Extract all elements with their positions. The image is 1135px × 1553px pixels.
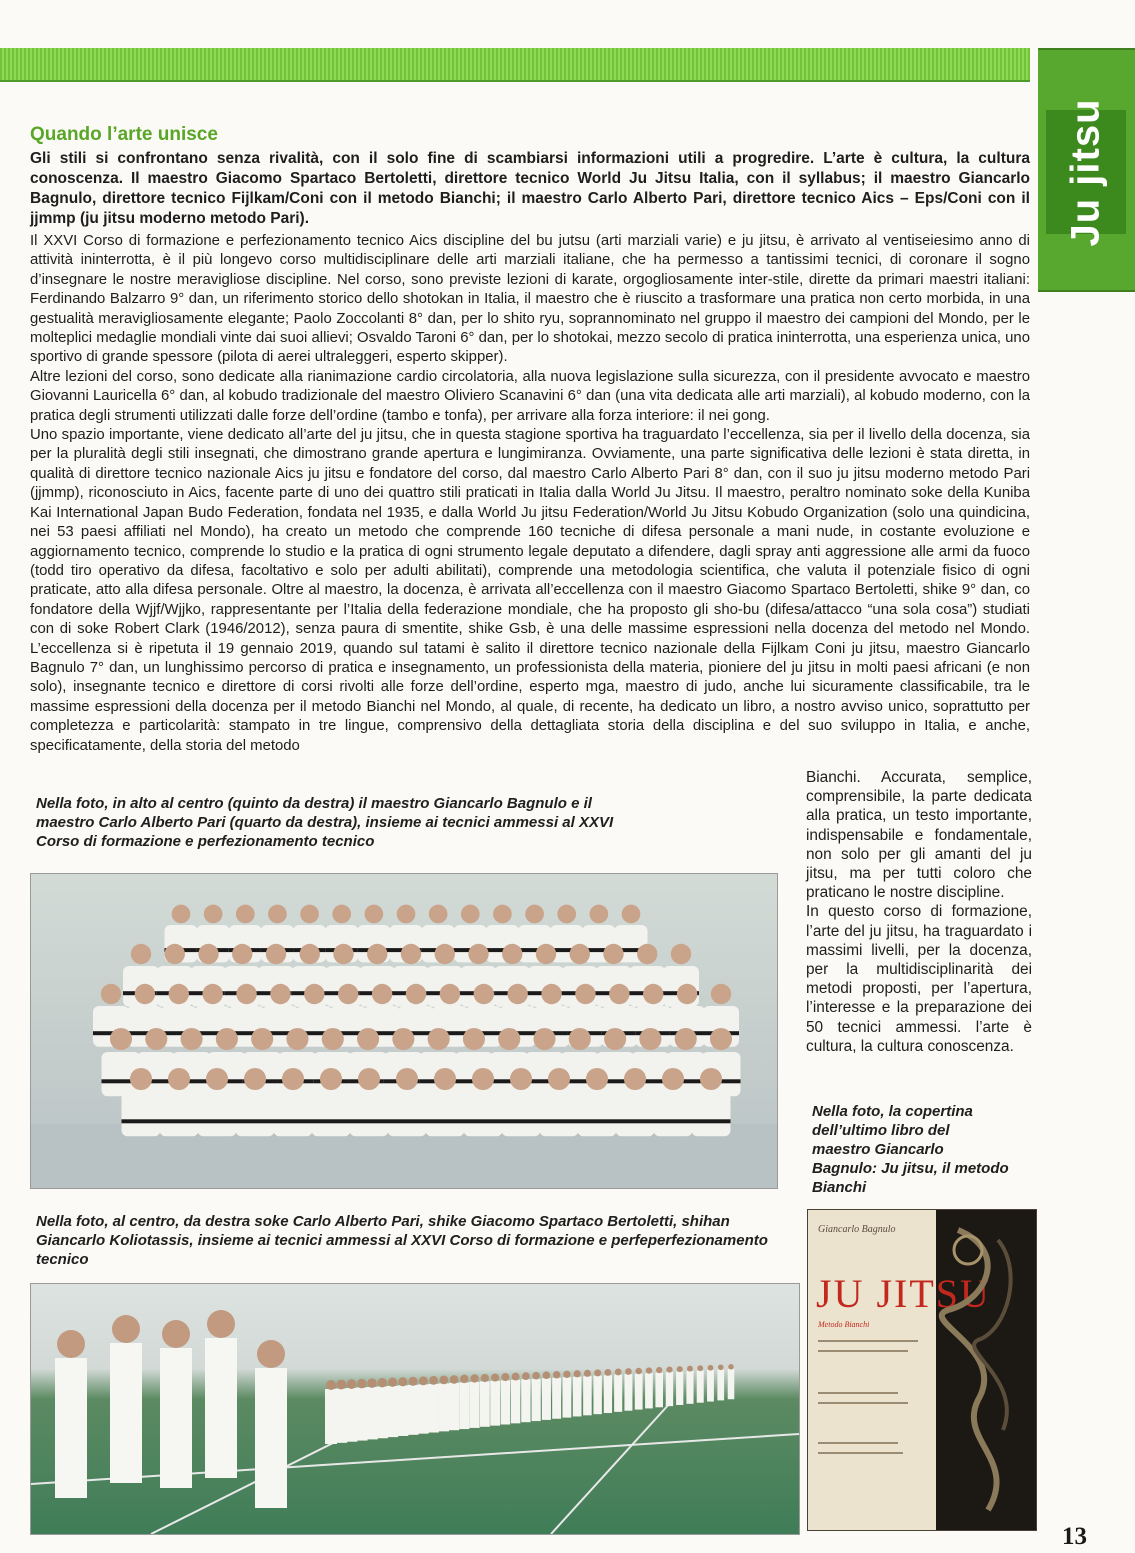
person-head — [510, 1068, 532, 1090]
person-head — [236, 984, 256, 1004]
person-body — [236, 1092, 275, 1136]
person-belt — [464, 1119, 503, 1123]
person-head — [671, 944, 691, 964]
header-green-band — [0, 48, 1030, 82]
person-head — [635, 1368, 642, 1375]
group-photo-people — [93, 905, 741, 1137]
gym-photo-people — [55, 1310, 734, 1508]
person-belt — [388, 1119, 427, 1123]
person-body — [717, 1370, 724, 1401]
person-head — [336, 1380, 346, 1390]
person-body — [325, 1389, 337, 1444]
person-belt — [122, 1119, 161, 1123]
person-head — [207, 1310, 235, 1338]
person-body — [160, 1092, 199, 1136]
section-tab-label: Ju jitsu — [1063, 97, 1108, 247]
book-title: JU JITSU — [816, 1271, 991, 1316]
person-head — [135, 984, 155, 1004]
person-head — [204, 905, 223, 924]
person-head — [440, 984, 460, 1004]
article-body — [30, 232, 1030, 787]
person-head — [622, 905, 641, 924]
person-body — [449, 1383, 459, 1430]
person-head — [244, 1068, 266, 1090]
person-body — [635, 1374, 643, 1410]
person-head — [112, 1315, 140, 1343]
person-head — [481, 1374, 489, 1382]
person-head — [472, 1068, 494, 1090]
person-head — [637, 944, 657, 964]
person-body — [511, 1380, 521, 1424]
person-body — [614, 1375, 622, 1412]
person-body — [480, 1381, 490, 1426]
person-head — [367, 1378, 377, 1388]
person-head — [409, 1377, 418, 1386]
person-head — [392, 1028, 414, 1050]
person-head — [202, 984, 222, 1004]
person-head — [198, 944, 218, 964]
person-body — [676, 1372, 683, 1405]
person-head — [357, 1379, 367, 1389]
person-head — [512, 1373, 520, 1381]
person-head — [270, 984, 290, 1004]
person-body — [562, 1377, 571, 1417]
person-head — [347, 1379, 357, 1389]
person-head — [419, 1376, 428, 1385]
person-head — [728, 1364, 734, 1370]
person-head — [557, 905, 576, 924]
person-head — [101, 984, 121, 1004]
person-body — [408, 1385, 419, 1435]
section-tab-inner — [1046, 97, 1126, 247]
book-subtitle: Metodo Bianchi — [818, 1320, 870, 1329]
person-body — [540, 1092, 579, 1136]
person-head — [532, 1372, 540, 1380]
person-head — [569, 1028, 591, 1050]
person-head — [700, 1068, 722, 1090]
person-body — [439, 1383, 449, 1431]
book-dragon-illustration — [808, 1210, 1036, 1530]
person-head — [710, 1028, 732, 1050]
person-body — [160, 1348, 192, 1488]
person-belt — [274, 1119, 313, 1123]
person-head — [548, 1068, 570, 1090]
person-belt — [616, 1119, 655, 1123]
person-head — [172, 905, 191, 924]
person-head — [406, 984, 426, 1004]
person-belt — [236, 1119, 275, 1123]
person-head — [268, 905, 287, 924]
person-head — [304, 984, 324, 1004]
person-head — [677, 984, 697, 1004]
person-head — [435, 944, 455, 964]
person-head — [365, 905, 384, 924]
book-cover — [807, 1209, 1037, 1531]
person-head — [468, 944, 488, 964]
gym-photo-illustration — [31, 1284, 799, 1534]
person-body — [346, 1388, 358, 1442]
person-head — [624, 1068, 646, 1090]
person-head — [543, 1371, 551, 1379]
person-belt — [654, 1119, 693, 1123]
person-head — [603, 944, 623, 964]
person-head — [429, 1376, 438, 1385]
gym-photo — [30, 1283, 800, 1535]
group-photo-illustration — [31, 874, 777, 1188]
side-paragraph-1: Bianchi. Accurata, semplice, comprensibile, la parte dedicata alla pratica, un testo importante, indispensabile e fondamentale, non solo per gli amanti del ju jitsu, ma per tutti coloro che praticano le nostre discipline. — [806, 769, 1032, 902]
person-head — [463, 1028, 485, 1050]
person-head — [498, 1028, 520, 1050]
person-belt — [198, 1119, 237, 1123]
person-body — [274, 1092, 313, 1136]
person-body — [686, 1371, 693, 1404]
book-cover-caption: Nella foto, la copertina dell’ultimo libro del maestro Giancarlo Bagnulo: Ju jitsu, il metodo Bianchi — [812, 1103, 1009, 1196]
person-head — [429, 905, 448, 924]
person-head — [439, 1376, 448, 1385]
person-head — [397, 905, 416, 924]
person-head — [300, 905, 319, 924]
person-body — [464, 1092, 503, 1136]
person-head — [574, 1370, 581, 1377]
person-head — [401, 944, 421, 964]
person-body — [470, 1382, 480, 1428]
person-head — [169, 984, 189, 1004]
person-body — [604, 1375, 612, 1413]
person-head — [590, 905, 609, 924]
person-body — [428, 1384, 439, 1433]
person-body — [198, 1092, 237, 1136]
person-body — [205, 1338, 237, 1478]
person-head — [525, 905, 544, 924]
person-head — [711, 984, 731, 1004]
gym-photo-caption: Nella foto, al centro, da destra soke Carlo Alberto Pari, shike Giacomo Spartaco Bertoletti, shihan Giancarlo Koliotassis, insieme ai tecnici ammessi al XXVI Corso di formazione e perfeperfezionamento tecnico — [36, 1213, 768, 1268]
person-head — [625, 1368, 632, 1375]
person-head — [604, 1369, 611, 1376]
person-belt — [350, 1119, 389, 1123]
person-head — [646, 1367, 652, 1373]
person-body — [573, 1377, 582, 1417]
group-photo-caption: Nella foto, in alto al centro (quinto da destra) il maestro Giancarlo Bagnulo e il maestro Carlo Alberto Pari (quarto da destra), insieme ai tecnici ammessi al XXVI Corso di formazione e perfezionamento tecnico — [36, 795, 614, 850]
person-body — [502, 1092, 541, 1136]
person-body — [593, 1376, 601, 1415]
person-head — [502, 944, 522, 964]
page-number: 13 — [1062, 1523, 1087, 1550]
person-body — [532, 1379, 541, 1421]
side-paragraph-2: In questo corso di formazione, l’arte del ju jitsu, ha traguardato i massimi livelli, per la docenza, per la multidisciplinarità dei metodi proposti, per l’apertura, l’interesse e la preparazione dei 50 tecnici ammessi. l’arte è cultura, la cultura conoscenza. — [806, 903, 1032, 1055]
person-head — [461, 905, 480, 924]
person-head — [162, 1320, 190, 1348]
person-head — [533, 1028, 555, 1050]
person-belt — [502, 1119, 541, 1123]
person-body — [697, 1371, 704, 1403]
person-head — [282, 1068, 304, 1090]
person-head — [708, 1365, 714, 1371]
person-body — [521, 1379, 530, 1422]
person-body — [655, 1373, 663, 1408]
person-head — [326, 1380, 336, 1390]
person-head — [677, 1366, 683, 1372]
person-body — [728, 1369, 735, 1399]
person-body — [501, 1380, 511, 1424]
person-head — [398, 1377, 407, 1386]
person-body — [426, 1092, 465, 1136]
person-body — [366, 1387, 377, 1439]
person-body — [624, 1374, 632, 1411]
person-body — [542, 1378, 551, 1420]
person-head — [493, 905, 512, 924]
person-body — [552, 1378, 561, 1419]
person-head — [130, 1068, 152, 1090]
person-head — [662, 1068, 684, 1090]
person-belt — [426, 1119, 465, 1123]
person-head — [332, 905, 351, 924]
person-head — [718, 1364, 724, 1370]
person-belt — [692, 1119, 731, 1123]
person-head — [586, 1068, 608, 1090]
person-head — [460, 1375, 469, 1384]
article-title: Quando l’arte unisce — [30, 124, 218, 145]
person-body — [666, 1372, 673, 1406]
person-head — [181, 1028, 203, 1050]
article-side-column — [806, 768, 1032, 1056]
person-head — [675, 1028, 697, 1050]
article-lead: Gli stili si confrontano senza rivalità, con il solo fine di scambiarsi informazioni utili a progredire. L’arte è cultura, la cultura conoscenza. Il maestro Giacomo Spartaco Bertoletti, direttore tecnico World Ju Jitsu Italia, con il syllabus; il maestro Giancarlo Bagnulo, direttore tecnico Fijlkam/Coni con il metodo Bianchi; il maestro Carlo Alberto Pari, direttore tecnico Aics – Eps/Coni con il jjmmp (ju jitsu moderno metodo Pari). — [30, 150, 1030, 227]
body-paragraph-1: Il XXVI Corso di formazione e perfezionamento tecnico Aics discipline del bu jutsu (arti marziali varie) e ju jitsu, è arrivato al ventiseiesimo anno di attività ininterrotta, è il più longevo corso multidisciplinare delle arti marziali italiane, che ha permesso a tantissimi tecnici, di coronare il sogno d’insegnare le nostre meravigliose discipline. Nel corso, sono previste lezioni di karate, orgogliosamente inter-stile, dirette da primari maestri italiani: Ferdinando Balzarro 9° dan, un riferimento storico dello shotokan in Italia, il maestro che è riuscito a trasformare una pratica non certo morbida, in una gestualità meravigliosamente elegante; Paolo Zoccolanti 8° dan, per lo shito ryu, soprannominato nel gruppo il maestro dei campioni del Mondo, per le molteplici medaglie mondiali vinte dai suoi allievi; Osvaldo Taroni 6° dan, per lo shotokai, mezzo secolo di pratica ininterrotta, una esperienza unica, uno sportivo di grande spessore (pilota di aerei ultraleggeri, esperto skipper). — [30, 233, 1030, 366]
person-body — [387, 1386, 398, 1437]
person-head — [615, 1369, 622, 1376]
person-head — [165, 944, 185, 964]
person-head — [643, 984, 663, 1004]
person-head — [594, 1369, 601, 1376]
person-body — [356, 1387, 368, 1440]
body-paragraph-3: Uno spazio importante, viene dedicato all’arte del ju jitsu, che in questa stagione sportiva ha traguardato l’eccellenza, sia per il livello della docenza, sia per la pluralità degli stili insegnati, che dimostrano grande apertura e lungimiranza. Ovviamente, una parte significativa delle lezioni è stata diretta, in qualità di direttore tecnico nazionale Aics ju jitsu e fondatore del corso, dal maestro Carlo Alberto Pari 8° dan, con il suo ju jitsu moderno metodo Pari (jjmmp), riconosciuto in Aics, facente parte di uno dei quattro stili praticati in Italia dalla World Ju Jitsu. Il maestro, peraltro nominato soke della Kuniba Kai International Japan Budo Federation, fondata nel 1935, e dalla World Ju jitsu Federation/World Ju Jitsu Kobudo Organization (solo una quindicina, nei 53 paesi affiliati nel Mondo), ha creato un metodo che comprende 160 tecniche di difesa personale a mani nude, in costante evoluzione e aggiornamento tecnico, comprende lo studio e la pratica di ogni strumento legale deputato a difendere, dagli spray anti aggressione alle armi da fuoco (todd tiro operativo da difesa, facoltativo e solo per adulti abilitati), comprende una metodologia scientifica, che valuta il potenziale fisico di ogni praticate, atto alla difesa personale. Oltre al maestro, la docenza, è arrivata all’eccellenza con il maestro Giacomo Spartaco Bertoletti, shike 9° dan, co fondatore della Wjjf/Wjjko, rappresentante per l’Italia della federazione mondiale, che ha proposto gli sho-bu (difesa/attacco “una sola cosa”) studiati con di soke Robert Clark (1946/2012), senza paura di smentite, shike Gsb, è una delle massime espressioni nella docenza del metodo nel Mondo. L’eccellenza si è ripetuta il 19 gennaio 2019, quando sul tatami è salito il direttore tecnico nazionale della Fijlkam Coni ju jitsu, maestro Giancarlo Bagnulo 7° dan, un lunghissimo percorso di pratica e insegnamento, un professionista della materia, pioniere del ju jitsu in molti paesi africani (e non solo), insegnante tecnico e direttore di corsi rivolti alle forze dell’ordine, esperto mga, maestro di judo, anche lui sicuramente classificabile, tra le massime espressioni della docenza per il metodo Bianchi nel Mondo, al quale, di recente, ha dedicato un libro, a nostro avviso unico, soprattutto per completezza e particolarità: stampato in tre lingue, comprensivo della dettagliata storia della disciplina e del suo sviluppo in Italia, e anche, specificatamente, della storia del metodo — [30, 427, 1030, 754]
person-head — [110, 1028, 132, 1050]
person-belt — [312, 1119, 351, 1123]
person-body — [645, 1373, 653, 1408]
person-head — [257, 1340, 285, 1368]
person-head — [396, 1068, 418, 1090]
person-body — [654, 1092, 693, 1136]
person-body — [583, 1376, 592, 1415]
person-head — [357, 1028, 379, 1050]
person-body — [388, 1092, 427, 1136]
person-body — [692, 1092, 731, 1136]
body-paragraph-2: Altre lezioni del corso, sono dedicate alla rianimazione cardio circolatoria, alla nuova legislazione sulla sicurezza, con il presidente avvocato e maestro Giovanni Lauricella 6° dan, al kobudo tradizionale del maestro Oliviero Scanavini 6° dan (una vita dedicata alle arti marziali), al kobudo moderno, con la pratica degli strumenti utilizzati dalle forze dell’ordine (tambo e tonfa), per arrivare alla forza interiore: il nei gong. — [30, 368, 1030, 424]
person-head — [434, 1068, 456, 1090]
person-head — [666, 1367, 672, 1373]
person-head — [687, 1366, 693, 1372]
person-head — [367, 944, 387, 964]
person-head — [266, 944, 286, 964]
person-head — [507, 984, 527, 1004]
person-body — [707, 1370, 714, 1402]
person-head — [584, 1370, 591, 1377]
person-head — [563, 1371, 570, 1378]
person-head — [300, 944, 320, 964]
person-body — [122, 1092, 161, 1136]
person-head — [216, 1028, 238, 1050]
person-belt — [540, 1119, 579, 1123]
person-body — [255, 1368, 287, 1508]
person-head — [358, 1068, 380, 1090]
person-head — [338, 984, 358, 1004]
person-head — [236, 905, 255, 924]
person-head — [131, 944, 151, 964]
person-head — [322, 1028, 344, 1050]
person-head — [388, 1378, 397, 1387]
person-head — [320, 1068, 342, 1090]
person-head — [145, 1028, 167, 1050]
person-belt — [160, 1119, 199, 1123]
person-body — [110, 1343, 142, 1483]
person-head — [522, 1372, 530, 1380]
person-body — [578, 1092, 617, 1136]
person-body — [397, 1385, 408, 1436]
person-head — [372, 984, 392, 1004]
person-head — [251, 1028, 273, 1050]
group-photo — [30, 873, 778, 1189]
person-head — [286, 1028, 308, 1050]
person-head — [491, 1373, 499, 1381]
person-head — [232, 944, 252, 964]
person-head — [553, 1371, 560, 1378]
section-tab — [1038, 48, 1135, 292]
person-body — [350, 1092, 389, 1136]
book-author: Giancarlo Bagnulo — [818, 1224, 896, 1235]
person-head — [501, 1373, 509, 1381]
person-head — [470, 1374, 478, 1382]
person-head — [474, 984, 494, 1004]
person-head — [378, 1378, 387, 1387]
person-head — [450, 1375, 459, 1384]
person-head — [639, 1028, 661, 1050]
person-head — [656, 1367, 662, 1373]
person-head — [333, 944, 353, 964]
person-body — [55, 1358, 87, 1498]
person-head — [697, 1365, 703, 1371]
person-body — [312, 1092, 351, 1136]
person-head — [570, 944, 590, 964]
person-head — [57, 1330, 85, 1358]
person-head — [604, 1028, 626, 1050]
person-head — [575, 984, 595, 1004]
person-body — [377, 1386, 388, 1438]
person-body — [616, 1092, 655, 1136]
person-head — [541, 984, 561, 1004]
person-belt — [578, 1119, 617, 1123]
person-body — [490, 1381, 500, 1426]
person-head — [168, 1068, 190, 1090]
person-head — [206, 1068, 228, 1090]
person-head — [609, 984, 629, 1004]
person-body — [459, 1382, 469, 1429]
person-head — [536, 944, 556, 964]
person-head — [428, 1028, 450, 1050]
person-body — [418, 1384, 429, 1433]
person-body — [335, 1388, 347, 1442]
